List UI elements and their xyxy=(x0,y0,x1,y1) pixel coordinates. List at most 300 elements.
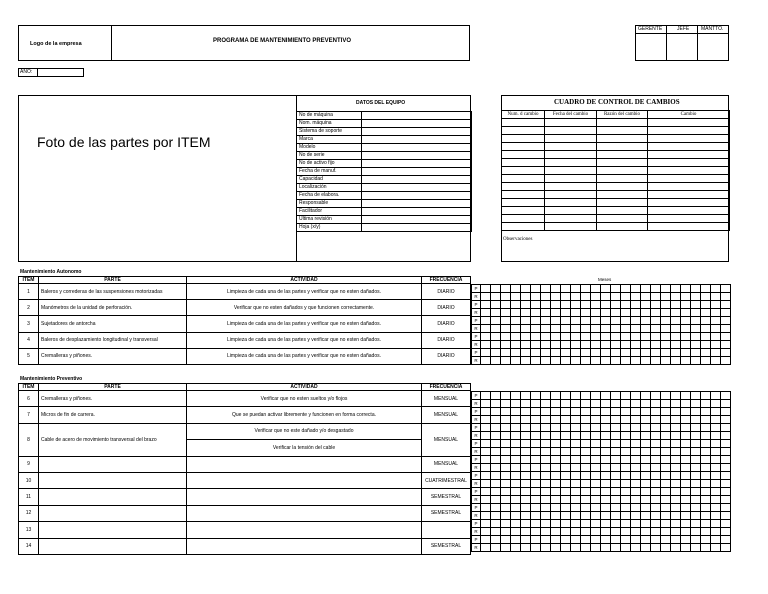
schedule-cell[interactable] xyxy=(701,357,711,365)
schedule-cell[interactable] xyxy=(661,544,671,552)
schedule-cell[interactable] xyxy=(581,317,591,325)
schedule-cell[interactable] xyxy=(661,456,671,464)
schedule-cell[interactable] xyxy=(701,448,711,456)
change-control-cell[interactable] xyxy=(502,175,545,183)
change-control-cell[interactable] xyxy=(648,151,730,159)
schedule-cell[interactable] xyxy=(681,432,691,440)
schedule-cell[interactable] xyxy=(521,544,531,552)
schedule-cell[interactable] xyxy=(501,424,511,432)
schedule-cell[interactable] xyxy=(561,432,571,440)
schedule-cell[interactable] xyxy=(531,285,541,293)
schedule-cell[interactable] xyxy=(531,349,541,357)
schedule-cell[interactable] xyxy=(511,325,521,333)
schedule-cell[interactable] xyxy=(691,301,701,309)
schedule-cell[interactable] xyxy=(641,512,651,520)
equipment-field-value[interactable] xyxy=(362,136,472,144)
schedule-cell[interactable] xyxy=(661,488,671,496)
change-control-cell[interactable] xyxy=(648,223,730,231)
schedule-cell[interactable] xyxy=(491,333,501,341)
schedule-cell[interactable] xyxy=(601,472,611,480)
schedule-cell[interactable] xyxy=(601,528,611,536)
schedule-cell[interactable] xyxy=(481,416,491,424)
schedule-cell[interactable] xyxy=(601,512,611,520)
schedule-cell[interactable] xyxy=(671,317,681,325)
schedule-cell[interactable] xyxy=(511,424,521,432)
schedule-cell[interactable] xyxy=(581,309,591,317)
schedule-cell[interactable] xyxy=(661,528,671,536)
schedule-cell[interactable] xyxy=(651,512,661,520)
schedule-cell[interactable] xyxy=(481,504,491,512)
schedule-cell[interactable] xyxy=(501,448,511,456)
schedule-cell[interactable] xyxy=(541,544,551,552)
schedule-cell[interactable] xyxy=(551,432,561,440)
schedule-cell[interactable] xyxy=(671,432,681,440)
schedule-cell[interactable] xyxy=(511,528,521,536)
schedule-cell[interactable] xyxy=(581,536,591,544)
schedule-cell[interactable] xyxy=(681,528,691,536)
schedule-cell[interactable] xyxy=(501,456,511,464)
schedule-cell[interactable] xyxy=(531,448,541,456)
schedule-cell[interactable] xyxy=(481,309,491,317)
schedule-cell[interactable] xyxy=(591,480,601,488)
schedule-cell[interactable] xyxy=(491,357,501,365)
schedule-cell[interactable] xyxy=(601,496,611,504)
schedule-cell[interactable] xyxy=(701,504,711,512)
schedule-cell[interactable] xyxy=(611,432,621,440)
schedule-cell[interactable] xyxy=(571,293,581,301)
schedule-cell[interactable] xyxy=(681,456,691,464)
schedule-cell[interactable] xyxy=(721,528,731,536)
schedule-cell[interactable] xyxy=(651,496,661,504)
schedule-cell[interactable] xyxy=(571,464,581,472)
schedule-cell[interactable] xyxy=(641,349,651,357)
schedule-cell[interactable] xyxy=(711,448,721,456)
schedule-cell[interactable] xyxy=(711,536,721,544)
schedule-cell[interactable] xyxy=(671,392,681,400)
schedule-cell[interactable] xyxy=(501,480,511,488)
schedule-cell[interactable] xyxy=(501,325,511,333)
schedule-cell[interactable] xyxy=(561,528,571,536)
schedule-cell[interactable] xyxy=(691,341,701,349)
schedule-cell[interactable] xyxy=(581,528,591,536)
change-control-cell[interactable] xyxy=(502,207,545,215)
schedule-cell[interactable] xyxy=(501,333,511,341)
schedule-cell[interactable] xyxy=(551,341,561,349)
change-control-cell[interactable] xyxy=(502,183,545,191)
schedule-cell[interactable] xyxy=(491,480,501,488)
schedule-cell[interactable] xyxy=(721,309,731,317)
schedule-cell[interactable] xyxy=(631,293,641,301)
schedule-cell[interactable] xyxy=(571,392,581,400)
schedule-cell[interactable] xyxy=(671,496,681,504)
schedule-cell[interactable] xyxy=(521,456,531,464)
schedule-cell[interactable] xyxy=(691,496,701,504)
schedule-cell[interactable] xyxy=(481,528,491,536)
equipment-field-value[interactable] xyxy=(362,224,472,232)
schedule-cell[interactable] xyxy=(651,400,661,408)
schedule-cell[interactable] xyxy=(621,325,631,333)
schedule-cell[interactable] xyxy=(551,536,561,544)
change-control-cell[interactable] xyxy=(648,135,730,143)
schedule-cell[interactable] xyxy=(591,392,601,400)
schedule-cell[interactable] xyxy=(581,480,591,488)
schedule-cell[interactable] xyxy=(721,301,731,309)
schedule-cell[interactable] xyxy=(541,536,551,544)
schedule-cell[interactable] xyxy=(621,341,631,349)
schedule-cell[interactable] xyxy=(581,472,591,480)
schedule-cell[interactable] xyxy=(681,392,691,400)
schedule-cell[interactable] xyxy=(671,536,681,544)
schedule-cell[interactable] xyxy=(501,488,511,496)
schedule-cell[interactable] xyxy=(601,544,611,552)
schedule-cell[interactable] xyxy=(591,424,601,432)
change-control-cell[interactable] xyxy=(597,175,648,183)
schedule-cell[interactable] xyxy=(671,333,681,341)
schedule-cell[interactable] xyxy=(511,416,521,424)
schedule-cell[interactable] xyxy=(581,424,591,432)
schedule-cell[interactable] xyxy=(571,480,581,488)
schedule-cell[interactable] xyxy=(561,464,571,472)
schedule-cell[interactable] xyxy=(631,357,641,365)
schedule-cell[interactable] xyxy=(701,325,711,333)
schedule-cell[interactable] xyxy=(611,357,621,365)
schedule-cell[interactable] xyxy=(561,341,571,349)
schedule-cell[interactable] xyxy=(541,285,551,293)
schedule-cell[interactable] xyxy=(641,440,651,448)
schedule-cell[interactable] xyxy=(501,301,511,309)
schedule-cell[interactable] xyxy=(501,400,511,408)
schedule-cell[interactable] xyxy=(571,317,581,325)
schedule-cell[interactable] xyxy=(631,504,641,512)
schedule-cell[interactable] xyxy=(601,392,611,400)
schedule-cell[interactable] xyxy=(691,472,701,480)
schedule-cell[interactable] xyxy=(531,408,541,416)
schedule-cell[interactable] xyxy=(511,333,521,341)
schedule-cell[interactable] xyxy=(521,317,531,325)
schedule-cell[interactable] xyxy=(671,416,681,424)
schedule-cell[interactable] xyxy=(521,416,531,424)
schedule-cell[interactable] xyxy=(631,520,641,528)
schedule-cell[interactable] xyxy=(631,432,641,440)
schedule-cell[interactable] xyxy=(641,333,651,341)
schedule-cell[interactable] xyxy=(501,536,511,544)
schedule-cell[interactable] xyxy=(661,357,671,365)
schedule-cell[interactable] xyxy=(631,341,641,349)
schedule-cell[interactable] xyxy=(641,504,651,512)
schedule-cell[interactable] xyxy=(691,408,701,416)
schedule-cell[interactable] xyxy=(531,536,541,544)
schedule-cell[interactable] xyxy=(611,440,621,448)
schedule-cell[interactable] xyxy=(631,333,641,341)
schedule-cell[interactable] xyxy=(511,504,521,512)
schedule-cell[interactable] xyxy=(691,317,701,325)
schedule-cell[interactable] xyxy=(491,440,501,448)
schedule-cell[interactable] xyxy=(631,416,641,424)
schedule-cell[interactable] xyxy=(621,400,631,408)
schedule-cell[interactable] xyxy=(701,333,711,341)
schedule-cell[interactable] xyxy=(551,488,561,496)
schedule-cell[interactable] xyxy=(511,456,521,464)
schedule-cell[interactable] xyxy=(481,536,491,544)
schedule-cell[interactable] xyxy=(701,309,711,317)
schedule-cell[interactable] xyxy=(531,456,541,464)
schedule-cell[interactable] xyxy=(691,488,701,496)
schedule-cell[interactable] xyxy=(711,341,721,349)
schedule-cell[interactable] xyxy=(671,325,681,333)
schedule-cell[interactable] xyxy=(481,285,491,293)
schedule-cell[interactable] xyxy=(591,301,601,309)
change-control-cell[interactable] xyxy=(545,135,597,143)
change-control-cell[interactable] xyxy=(597,199,648,207)
schedule-cell[interactable] xyxy=(551,480,561,488)
change-control-cell[interactable] xyxy=(648,183,730,191)
schedule-cell[interactable] xyxy=(651,317,661,325)
schedule-cell[interactable] xyxy=(661,448,671,456)
schedule-cell[interactable] xyxy=(711,432,721,440)
schedule-cell[interactable] xyxy=(481,408,491,416)
schedule-cell[interactable] xyxy=(591,488,601,496)
schedule-cell[interactable] xyxy=(501,416,511,424)
schedule-cell[interactable] xyxy=(711,520,721,528)
schedule-cell[interactable] xyxy=(551,317,561,325)
schedule-cell[interactable] xyxy=(601,285,611,293)
change-control-cell[interactable] xyxy=(545,167,597,175)
schedule-cell[interactable] xyxy=(541,293,551,301)
schedule-cell[interactable] xyxy=(671,400,681,408)
schedule-cell[interactable] xyxy=(521,309,531,317)
schedule-cell[interactable] xyxy=(611,400,621,408)
schedule-cell[interactable] xyxy=(541,448,551,456)
schedule-cell[interactable] xyxy=(521,357,531,365)
schedule-cell[interactable] xyxy=(641,301,651,309)
schedule-cell[interactable] xyxy=(511,309,521,317)
schedule-cell[interactable] xyxy=(671,424,681,432)
schedule-cell[interactable] xyxy=(571,496,581,504)
schedule-cell[interactable] xyxy=(501,496,511,504)
schedule-cell[interactable] xyxy=(581,464,591,472)
schedule-cell[interactable] xyxy=(611,285,621,293)
schedule-cell[interactable] xyxy=(631,448,641,456)
change-control-cell[interactable] xyxy=(502,223,545,231)
schedule-cell[interactable] xyxy=(541,357,551,365)
schedule-cell[interactable] xyxy=(701,456,711,464)
change-control-cell[interactable] xyxy=(648,143,730,151)
schedule-cell[interactable] xyxy=(501,349,511,357)
schedule-cell[interactable] xyxy=(681,357,691,365)
change-control-cell[interactable] xyxy=(597,151,648,159)
schedule-cell[interactable] xyxy=(501,528,511,536)
schedule-cell[interactable] xyxy=(641,400,651,408)
schedule-cell[interactable] xyxy=(701,349,711,357)
schedule-cell[interactable] xyxy=(631,488,641,496)
schedule-cell[interactable] xyxy=(561,408,571,416)
schedule-cell[interactable] xyxy=(581,293,591,301)
schedule-cell[interactable] xyxy=(481,317,491,325)
schedule-cell[interactable] xyxy=(551,301,561,309)
schedule-cell[interactable] xyxy=(531,293,541,301)
schedule-cell[interactable] xyxy=(641,424,651,432)
schedule-cell[interactable] xyxy=(571,357,581,365)
schedule-cell[interactable] xyxy=(721,504,731,512)
schedule-cell[interactable] xyxy=(651,520,661,528)
schedule-cell[interactable] xyxy=(601,464,611,472)
schedule-cell[interactable] xyxy=(561,544,571,552)
schedule-cell[interactable] xyxy=(541,464,551,472)
schedule-cell[interactable] xyxy=(591,496,601,504)
change-control-cell[interactable] xyxy=(545,175,597,183)
schedule-cell[interactable] xyxy=(531,464,541,472)
schedule-cell[interactable] xyxy=(491,408,501,416)
change-control-cell[interactable] xyxy=(597,215,648,223)
schedule-cell[interactable] xyxy=(591,528,601,536)
schedule-cell[interactable] xyxy=(481,464,491,472)
change-control-cell[interactable] xyxy=(648,119,730,127)
schedule-cell[interactable] xyxy=(721,536,731,544)
schedule-cell[interactable] xyxy=(711,440,721,448)
schedule-cell[interactable] xyxy=(521,448,531,456)
schedule-cell[interactable] xyxy=(581,448,591,456)
schedule-cell[interactable] xyxy=(661,317,671,325)
schedule-cell[interactable] xyxy=(511,301,521,309)
schedule-cell[interactable] xyxy=(551,333,561,341)
schedule-cell[interactable] xyxy=(671,440,681,448)
schedule-cell[interactable] xyxy=(651,416,661,424)
change-control-cell[interactable] xyxy=(597,183,648,191)
schedule-cell[interactable] xyxy=(701,285,711,293)
schedule-cell[interactable] xyxy=(521,293,531,301)
schedule-cell[interactable] xyxy=(541,424,551,432)
schedule-cell[interactable] xyxy=(641,432,651,440)
equipment-field-value[interactable] xyxy=(362,128,472,136)
schedule-cell[interactable] xyxy=(521,301,531,309)
schedule-cell[interactable] xyxy=(511,464,521,472)
schedule-cell[interactable] xyxy=(621,392,631,400)
schedule-cell[interactable] xyxy=(701,400,711,408)
schedule-cell[interactable] xyxy=(711,293,721,301)
schedule-cell[interactable] xyxy=(691,512,701,520)
schedule-cell[interactable] xyxy=(721,357,731,365)
schedule-cell[interactable] xyxy=(721,317,731,325)
schedule-cell[interactable] xyxy=(641,448,651,456)
schedule-cell[interactable] xyxy=(601,424,611,432)
schedule-cell[interactable] xyxy=(651,349,661,357)
schedule-cell[interactable] xyxy=(491,341,501,349)
schedule-cell[interactable] xyxy=(501,408,511,416)
schedule-cell[interactable] xyxy=(691,424,701,432)
schedule-cell[interactable] xyxy=(601,309,611,317)
schedule-cell[interactable] xyxy=(521,496,531,504)
schedule-cell[interactable] xyxy=(571,285,581,293)
schedule-cell[interactable] xyxy=(691,544,701,552)
schedule-cell[interactable] xyxy=(561,472,571,480)
schedule-cell[interactable] xyxy=(551,520,561,528)
schedule-cell[interactable] xyxy=(611,301,621,309)
schedule-cell[interactable] xyxy=(591,309,601,317)
schedule-cell[interactable] xyxy=(551,528,561,536)
schedule-cell[interactable] xyxy=(531,520,541,528)
schedule-cell[interactable] xyxy=(511,472,521,480)
schedule-cell[interactable] xyxy=(541,400,551,408)
schedule-cell[interactable] xyxy=(481,544,491,552)
schedule-cell[interactable] xyxy=(531,472,541,480)
schedule-cell[interactable] xyxy=(561,424,571,432)
schedule-cell[interactable] xyxy=(631,440,641,448)
schedule-cell[interactable] xyxy=(641,285,651,293)
schedule-cell[interactable] xyxy=(631,325,641,333)
schedule-cell[interactable] xyxy=(711,464,721,472)
schedule-cell[interactable] xyxy=(721,293,731,301)
schedule-cell[interactable] xyxy=(511,357,521,365)
schedule-cell[interactable] xyxy=(611,392,621,400)
schedule-cell[interactable] xyxy=(721,333,731,341)
schedule-cell[interactable] xyxy=(671,357,681,365)
schedule-cell[interactable] xyxy=(521,528,531,536)
schedule-cell[interactable] xyxy=(681,325,691,333)
schedule-cell[interactable] xyxy=(611,456,621,464)
schedule-cell[interactable] xyxy=(641,488,651,496)
schedule-cell[interactable] xyxy=(481,325,491,333)
schedule-cell[interactable] xyxy=(601,520,611,528)
schedule-cell[interactable] xyxy=(651,544,661,552)
schedule-cell[interactable] xyxy=(571,520,581,528)
schedule-cell[interactable] xyxy=(591,456,601,464)
schedule-cell[interactable] xyxy=(531,392,541,400)
schedule-cell[interactable] xyxy=(631,544,641,552)
schedule-cell[interactable] xyxy=(491,544,501,552)
schedule-cell[interactable] xyxy=(701,293,711,301)
schedule-cell[interactable] xyxy=(571,424,581,432)
schedule-cell[interactable] xyxy=(601,301,611,309)
schedule-cell[interactable] xyxy=(491,317,501,325)
schedule-cell[interactable] xyxy=(481,301,491,309)
schedule-cell[interactable] xyxy=(491,504,501,512)
schedule-cell[interactable] xyxy=(641,325,651,333)
schedule-cell[interactable] xyxy=(571,512,581,520)
schedule-cell[interactable] xyxy=(541,341,551,349)
change-control-cell[interactable] xyxy=(597,135,648,143)
change-control-cell[interactable] xyxy=(597,191,648,199)
schedule-cell[interactable] xyxy=(711,504,721,512)
schedule-cell[interactable] xyxy=(541,480,551,488)
schedule-cell[interactable] xyxy=(661,520,671,528)
schedule-cell[interactable] xyxy=(721,325,731,333)
schedule-cell[interactable] xyxy=(541,333,551,341)
schedule-cell[interactable] xyxy=(531,309,541,317)
schedule-cell[interactable] xyxy=(631,536,641,544)
schedule-cell[interactable] xyxy=(531,440,541,448)
schedule-cell[interactable] xyxy=(501,357,511,365)
schedule-cell[interactable] xyxy=(481,400,491,408)
schedule-cell[interactable] xyxy=(481,440,491,448)
schedule-cell[interactable] xyxy=(621,504,631,512)
schedule-cell[interactable] xyxy=(681,504,691,512)
schedule-cell[interactable] xyxy=(661,512,671,520)
schedule-cell[interactable] xyxy=(481,496,491,504)
schedule-cell[interactable] xyxy=(551,408,561,416)
schedule-cell[interactable] xyxy=(571,325,581,333)
schedule-cell[interactable] xyxy=(651,440,661,448)
schedule-cell[interactable] xyxy=(501,392,511,400)
change-control-cell[interactable] xyxy=(597,223,648,231)
schedule-cell[interactable] xyxy=(711,496,721,504)
schedule-cell[interactable] xyxy=(561,448,571,456)
schedule-cell[interactable] xyxy=(611,488,621,496)
schedule-cell[interactable] xyxy=(571,333,581,341)
schedule-cell[interactable] xyxy=(631,285,641,293)
schedule-cell[interactable] xyxy=(551,392,561,400)
schedule-cell[interactable] xyxy=(621,416,631,424)
change-control-cell[interactable] xyxy=(648,127,730,135)
